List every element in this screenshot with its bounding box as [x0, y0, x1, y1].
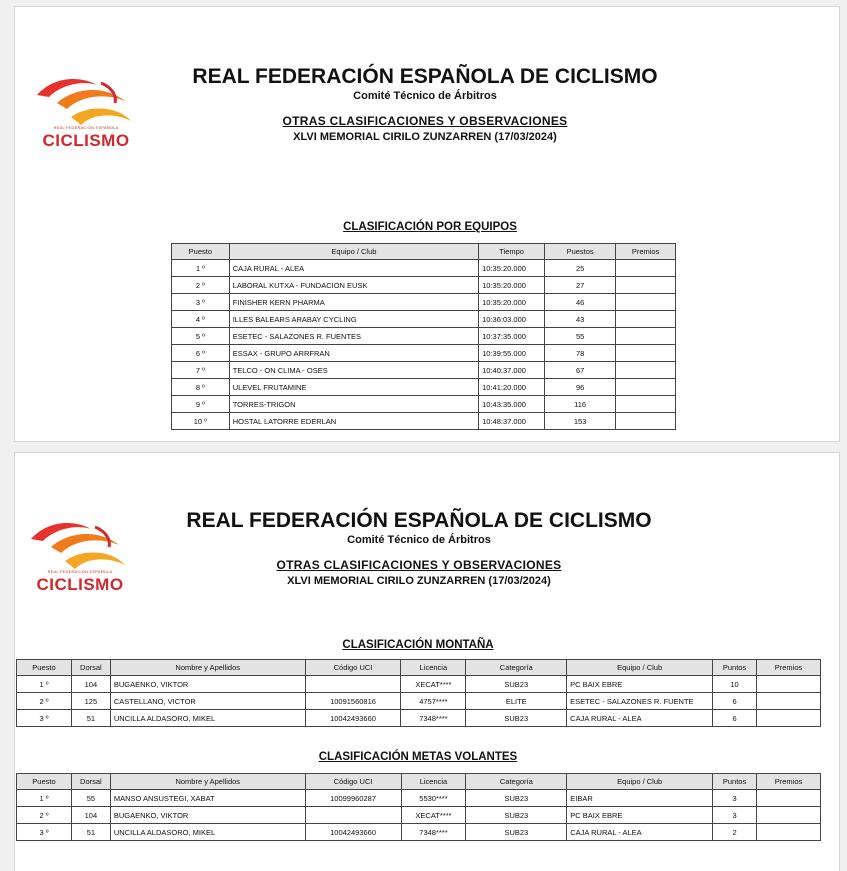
- table-cell: 10091560816: [305, 693, 401, 710]
- page-header: [149, 509, 689, 587]
- table-cell: 5530****: [401, 790, 466, 807]
- sprints-section-title: CLASIFICACIÓN METAS VOLANTES: [318, 751, 518, 763]
- table-row: [172, 294, 676, 311]
- table-cell: 153: [545, 413, 616, 430]
- rfec-logo: [31, 73, 141, 153]
- table-cell: 2 º: [172, 277, 230, 294]
- report-title: OTRAS CLASIFICACIONES Y OBSERVACIONES: [282, 114, 568, 128]
- table-cell: [616, 311, 676, 328]
- table-cell: CAJA RURAL - ALEA: [229, 260, 478, 277]
- table-cell: 1 º: [17, 676, 72, 693]
- table-row: [172, 379, 676, 396]
- table-cell: 51: [71, 824, 110, 841]
- column-header: Licencia: [401, 660, 466, 676]
- column-header: Equipo / Club: [567, 774, 713, 790]
- table-cell: [616, 413, 676, 430]
- table-row: [17, 676, 821, 693]
- table-cell: 55: [71, 790, 110, 807]
- table-cell: ESSAX - GRUPO ARRFRAN: [229, 345, 478, 362]
- table-cell: 8 º: [172, 379, 230, 396]
- table-cell: 10:43:35.000: [479, 396, 545, 413]
- table-cell: 78: [545, 345, 616, 362]
- table-cell: EIBAR: [567, 790, 713, 807]
- table-header-row: [17, 774, 821, 790]
- table-row: [17, 693, 821, 710]
- table-cell: CAJA RURAL - ALEA: [567, 824, 713, 841]
- table-cell: UNCILLA ALDASORO, MIKEL: [110, 710, 305, 727]
- table-row: [172, 413, 676, 430]
- table-cell: 43: [545, 311, 616, 328]
- table-cell: TORRES-TRIGON: [229, 396, 478, 413]
- table-cell: 10: [713, 676, 757, 693]
- table-cell: 104: [71, 807, 110, 824]
- table-cell: BUGAENKO, VIKTOR: [110, 676, 305, 693]
- table-cell: 4 º: [172, 311, 230, 328]
- table-cell: 2 º: [17, 693, 72, 710]
- table-cell: 6 º: [172, 345, 230, 362]
- column-header: Puesto: [17, 660, 72, 676]
- table-cell: 10:36:03.000: [479, 311, 545, 328]
- table-cell: [757, 807, 821, 824]
- column-header: Categoría: [466, 774, 567, 790]
- table-cell: [616, 277, 676, 294]
- table-cell: ELITE: [466, 693, 567, 710]
- table-cell: [616, 379, 676, 396]
- cyclist-logo-icon: [31, 73, 141, 133]
- committee-subtitle: Comité Técnico de Árbitros: [353, 90, 497, 102]
- table-cell: 1 º: [17, 790, 72, 807]
- table-cell: 51: [71, 710, 110, 727]
- table-cell: 46: [545, 294, 616, 311]
- table-cell: 2: [713, 824, 757, 841]
- event-title: XLVI MEMORIAL CIRILO ZUNZARREN (17/03/2024): [293, 131, 557, 143]
- table-cell: [757, 824, 821, 841]
- table-cell: UNCILLA ALDASORO, MIKEL: [110, 824, 305, 841]
- committee-subtitle: Comité Técnico de Árbitros: [347, 534, 491, 546]
- table-cell: ESETEC - SALAZONES R. FUENTES: [229, 328, 478, 345]
- event-title: XLVI MEMORIAL CIRILO ZUNZARREN (17/03/2024): [287, 575, 551, 587]
- table-cell: 5 º: [172, 328, 230, 345]
- table-row: [17, 710, 821, 727]
- table-header-row: [17, 660, 821, 676]
- table-cell: PC BAIX EBRE: [567, 807, 713, 824]
- column-header: Nombre y Apellidos: [110, 660, 305, 676]
- table-cell: 10 º: [172, 413, 230, 430]
- table-cell: 10:48:37.000: [479, 413, 545, 430]
- logo-wordmark: CICLISMO: [42, 131, 130, 150]
- cyclist-logo-icon: [25, 517, 135, 577]
- table-cell: [616, 260, 676, 277]
- table-cell: PC BAIX EBRE: [567, 676, 713, 693]
- table-cell: ESETEC - SALAZONES R. FUENTE: [567, 693, 713, 710]
- table-cell: [757, 676, 821, 693]
- table-cell: 6: [713, 693, 757, 710]
- table-cell: CAJA RURAL - ALEA: [567, 710, 713, 727]
- table-cell: ILLES BALEARS ARABAY CYCLING: [229, 311, 478, 328]
- table-cell: 3 º: [172, 294, 230, 311]
- table-cell: 3 º: [17, 824, 72, 841]
- table-cell: [616, 328, 676, 345]
- table-cell: LABORAL KUTXA - FUNDACION EUSK: [229, 277, 478, 294]
- table-cell: 55: [545, 328, 616, 345]
- table-cell: 10:35:20.000: [479, 277, 545, 294]
- column-header: Nombre y Apellidos: [110, 774, 305, 790]
- table-cell: XECAT****: [401, 676, 466, 693]
- table-cell: HOSTAL LATORRE EDERLAN: [229, 413, 478, 430]
- sprints-table: [16, 773, 821, 841]
- logo-small-text: REAL FEDERACIÓN ESPAÑOLA: [47, 569, 113, 574]
- table-cell: BUGAENKO, VIKTOR: [110, 807, 305, 824]
- table-cell: 6: [713, 710, 757, 727]
- teams-table: [171, 243, 676, 430]
- table-cell: SUB23: [466, 790, 567, 807]
- federation-title: REAL FEDERACIÓN ESPAÑOLA DE CICLISMO: [186, 509, 652, 532]
- table-cell: 9 º: [172, 396, 230, 413]
- mountain-section-title: CLASIFICACIÓN MONTAÑA: [342, 639, 494, 651]
- table-cell: 7348****: [401, 824, 466, 841]
- column-header: Puntos: [713, 660, 757, 676]
- table-cell: 10:37:35.000: [479, 328, 545, 345]
- column-header: Código UCI: [305, 660, 401, 676]
- table-cell: 27: [545, 277, 616, 294]
- table-cell: [616, 396, 676, 413]
- table-cell: 10:35:20.000: [479, 260, 545, 277]
- table-cell: ULEVEL FRUTAMINE: [229, 379, 478, 396]
- table-cell: 10:39:55.000: [479, 345, 545, 362]
- column-header: Dorsal: [71, 660, 110, 676]
- table-row: [172, 362, 676, 379]
- column-header: Equipo / Club: [229, 244, 478, 260]
- column-header: Premios: [757, 660, 821, 676]
- logo-small-text: REAL FEDERACIÓN ESPAÑOLA: [53, 125, 119, 130]
- column-header: Tiempo: [479, 244, 545, 260]
- column-header: Puesto: [172, 244, 230, 260]
- table-row: [17, 824, 821, 841]
- table-cell: 10:40:37.000: [479, 362, 545, 379]
- table-cell: [757, 710, 821, 727]
- table-cell: [757, 790, 821, 807]
- table-cell: 104: [71, 676, 110, 693]
- column-header: Premios: [757, 774, 821, 790]
- table-cell: CASTELLANO, VICTOR: [110, 693, 305, 710]
- table-cell: 116: [545, 396, 616, 413]
- column-header: Licencia: [401, 774, 466, 790]
- table-cell: [305, 676, 401, 693]
- table-row: [172, 260, 676, 277]
- federation-title: REAL FEDERACIÓN ESPAÑOLA DE CICLISMO: [192, 65, 658, 88]
- table-cell: MANSO ANSUSTEGI, XABAT: [110, 790, 305, 807]
- column-header: Puntos: [713, 774, 757, 790]
- table-cell: SUB23: [466, 807, 567, 824]
- table-cell: 125: [71, 693, 110, 710]
- table-cell: 3 º: [17, 710, 72, 727]
- table-cell: 7348****: [401, 710, 466, 727]
- table-cell: XECAT****: [401, 807, 466, 824]
- table-header-row: [172, 244, 676, 260]
- table-cell: [616, 345, 676, 362]
- column-header: Premios: [616, 244, 676, 260]
- table-cell: [616, 294, 676, 311]
- table-cell: 4757****: [401, 693, 466, 710]
- table-cell: 10042493660: [305, 824, 401, 841]
- page-header: [155, 65, 695, 143]
- mountain-table: [16, 659, 821, 727]
- table-cell: SUB23: [466, 710, 567, 727]
- rfec-logo: [25, 517, 135, 597]
- table-cell: 3: [713, 807, 757, 824]
- table-row: [172, 277, 676, 294]
- table-row: [17, 790, 821, 807]
- table-cell: 10099960287: [305, 790, 401, 807]
- column-header: Dorsal: [71, 774, 110, 790]
- table-cell: [305, 807, 401, 824]
- table-cell: 25: [545, 260, 616, 277]
- report-title: OTRAS CLASIFICACIONES Y OBSERVACIONES: [276, 558, 562, 572]
- table-row: [172, 328, 676, 345]
- table-cell: 2 º: [17, 807, 72, 824]
- table-cell: 3: [713, 790, 757, 807]
- table-row: [17, 807, 821, 824]
- table-cell: 10042493660: [305, 710, 401, 727]
- table-cell: [757, 693, 821, 710]
- table-cell: TELCO - ON CLIMA - OSES: [229, 362, 478, 379]
- teams-section-title: CLASIFICACIÓN POR EQUIPOS: [343, 221, 517, 233]
- table-cell: SUB23: [466, 824, 567, 841]
- column-header: Código UCI: [305, 774, 401, 790]
- table-cell: [616, 362, 676, 379]
- table-cell: SUB23: [466, 676, 567, 693]
- table-cell: FINISHER KERN PHARMA: [229, 294, 478, 311]
- table-cell: 10:41:20.000: [479, 379, 545, 396]
- column-header: Equipo / Club: [567, 660, 713, 676]
- table-row: [172, 311, 676, 328]
- table-cell: 67: [545, 362, 616, 379]
- table-cell: 1 º: [172, 260, 230, 277]
- document-page-1: [14, 6, 840, 442]
- table-row: [172, 345, 676, 362]
- column-header: Puesto: [17, 774, 72, 790]
- table-cell: 96: [545, 379, 616, 396]
- table-cell: 7 º: [172, 362, 230, 379]
- logo-wordmark: CICLISMO: [36, 575, 124, 594]
- column-header: Categoría: [466, 660, 567, 676]
- table-row: [172, 396, 676, 413]
- column-header: Puestos: [545, 244, 616, 260]
- table-cell: 10:35:20.000: [479, 294, 545, 311]
- document-page-2: [14, 452, 840, 871]
